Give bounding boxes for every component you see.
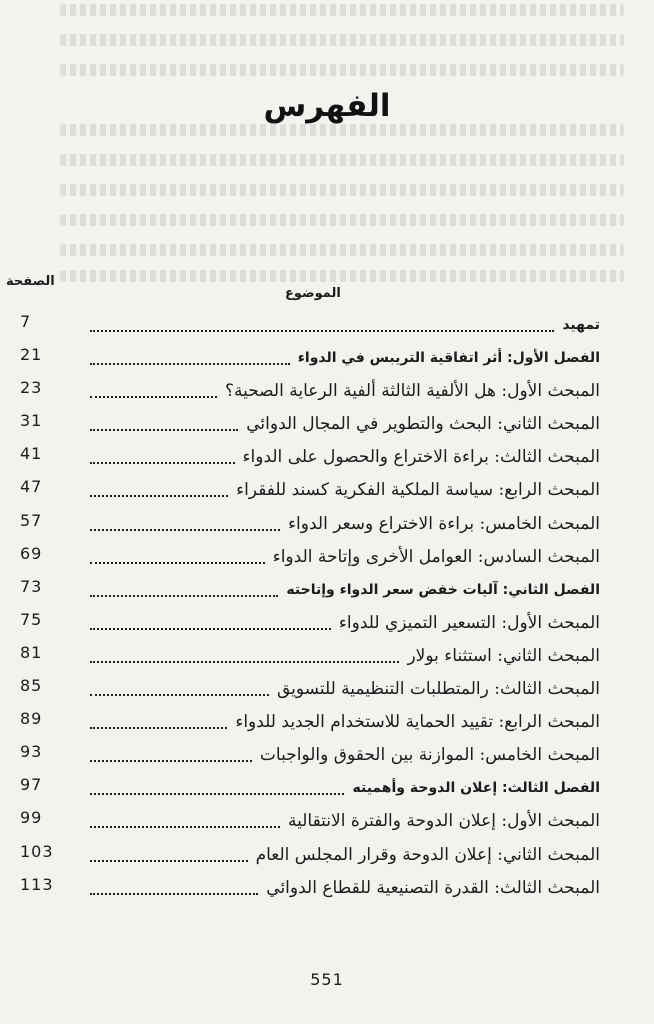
toc-entry — [20, 442, 600, 475]
toc-entry — [20, 310, 600, 343]
dot-leader — [90, 452, 235, 464]
toc-page-number: 7 — [20, 312, 32, 331]
toc-page-number: 31 — [20, 411, 43, 431]
dot-leader — [90, 386, 217, 398]
toc-page-number: 113 — [20, 874, 54, 894]
dot-leader — [90, 883, 258, 895]
toc-section-title: المبحث السادس: العوامل الأخرى وإتاحة الدواء — [272, 546, 600, 567]
dot-leader — [90, 684, 269, 696]
toc-page-number: 81 — [20, 642, 43, 662]
dot-leader — [90, 419, 238, 431]
dot-leader — [90, 485, 228, 497]
toc-page-number: 23 — [20, 378, 43, 398]
toc-entry — [20, 707, 600, 740]
column-header-page: الصفحة — [6, 274, 55, 289]
toc-section-title: المبحث الأول: إعلان الدوحة والفترة الانتقالية — [287, 811, 600, 832]
dot-leader — [90, 717, 227, 729]
toc-section-title: المبحث الرابع: تقييد الحماية للاستخدام الجديد للدواء — [235, 712, 600, 733]
toc-entry — [20, 806, 600, 839]
toc-section-title: المبحث الثالث: رالمتطلبات التنظيمية للتسويق — [276, 679, 600, 700]
toc-entry — [20, 674, 600, 707]
toc-page-number: 103 — [20, 841, 54, 861]
dot-leader — [90, 519, 280, 531]
toc-entry — [20, 773, 600, 806]
toc-page-number: 99 — [20, 808, 43, 828]
toc-section-title: المبحث الخامس: الموازنة بين الحقوق والواجبات — [259, 745, 600, 766]
toc-page-number: 41 — [20, 444, 43, 464]
toc-entry — [20, 409, 600, 442]
toc-page-number: 93 — [20, 742, 43, 762]
toc-section-title: المبحث الثاني: البحث والتطوير في المجال الدوائي — [246, 414, 600, 435]
dot-leader — [90, 783, 344, 795]
toc-entry — [20, 740, 600, 773]
toc-page-number: 47 — [20, 477, 43, 497]
toc-entry — [20, 641, 600, 674]
toc-page-number: 21 — [20, 345, 43, 365]
dot-leader — [90, 750, 252, 762]
dot-leader — [90, 618, 331, 630]
toc-section-title: المبحث الثالث: القدرة التصنيعية للقطاع الدوائي — [266, 877, 600, 898]
toc-entry — [20, 542, 600, 575]
toc-chapter-title: الفصل الأول: أثر اتفاقية التريبس في الدواء — [297, 350, 600, 367]
dot-leader — [90, 552, 265, 564]
toc-section-title: المبحث الثاني: إعلان الدوحة وقرار المجلس العام — [255, 844, 600, 865]
toc-chapter-title: الفصل الثاني: آليات خفض سعر الدواء وإتاحته — [286, 581, 600, 598]
toc-entry — [20, 840, 600, 873]
toc-page-number: 97 — [20, 775, 43, 795]
dot-leader — [90, 353, 290, 365]
toc-page-number: 89 — [20, 709, 43, 729]
dot-leader — [90, 320, 554, 332]
toc-entry — [20, 343, 600, 376]
page-number: 551 — [310, 970, 344, 989]
toc-section-title: المبحث الأول: هل الألفية الثالثة ألفية الرعاية الصحية؟ — [224, 381, 600, 402]
dot-leader — [90, 816, 280, 828]
dot-leader — [90, 850, 248, 862]
toc-section-title: المبحث الرابع: سياسة الملكية الفكرية كسند للفقراء — [236, 480, 600, 501]
toc-entry — [20, 575, 600, 608]
table-of-contents — [20, 310, 600, 906]
dot-leader — [90, 585, 278, 597]
toc-entry — [20, 873, 600, 906]
toc-page-number: 57 — [20, 510, 43, 530]
dot-leader — [90, 651, 399, 663]
toc-entry — [20, 509, 600, 542]
toc-page-number: 69 — [20, 543, 43, 563]
toc-section-title: المبحث الثاني: استثناء بولار — [407, 645, 600, 666]
toc-chapter-title: الفصل الثالث: إعلان الدوحة وأهميته — [352, 780, 600, 797]
toc-entry — [20, 608, 600, 641]
toc-section-title: المبحث الخامس: براءة الاختراع وسعر الدواء — [288, 513, 600, 534]
toc-page-number: 73 — [20, 576, 43, 596]
toc-entry — [20, 376, 600, 409]
column-header-topic: الموضوع — [285, 286, 341, 301]
page-title: الفهرس — [263, 88, 391, 124]
toc-section-title: المبحث الثالث: براءة الاختراع والحصول على الدواء — [242, 447, 600, 468]
bleed-through-texture — [0, 0, 654, 320]
toc-page-number: 85 — [20, 676, 43, 696]
toc-section-title: المبحث الأول: التسعير التميزي للدواء — [338, 612, 600, 633]
toc-intro-title: تمهيد — [562, 317, 600, 333]
toc-entry — [20, 475, 600, 508]
toc-page-number: 75 — [20, 609, 43, 629]
